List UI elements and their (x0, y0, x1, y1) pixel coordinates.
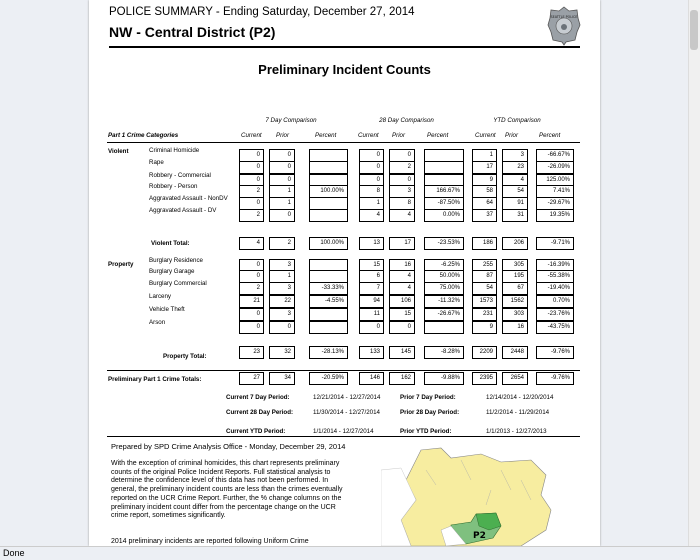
crime-category-label: Vehicle Theft (149, 306, 185, 313)
value-cell: 2 (239, 209, 264, 222)
value-cell: -55.38% (536, 270, 574, 283)
value-cell: 0 (269, 174, 295, 187)
district-map (381, 440, 581, 546)
value-cell: 4 (389, 270, 415, 283)
property-group-label: Property (108, 261, 134, 268)
value-cell: -19.40% (536, 282, 574, 295)
value-cell: 22 (269, 295, 295, 308)
period-value: 12/21/2014 - 12/27/2014 (313, 394, 381, 401)
value-cell: 8 (359, 185, 384, 198)
value-cell: 87 (472, 270, 497, 283)
value-cell: 1 (269, 270, 295, 283)
value-cell: -26.09% (536, 161, 574, 174)
total-cell: -8.28% (424, 346, 464, 359)
value-cell: 3 (502, 149, 528, 162)
value-cell: 0 (359, 149, 384, 162)
value-cell: 3 (269, 282, 295, 295)
value-cell: 15 (389, 308, 415, 321)
value-cell: 4 (359, 209, 384, 222)
value-cell: -23.76% (536, 308, 574, 321)
value-cell: -4.55% (309, 295, 348, 308)
period-prior-label: Prior 7 Day Period: (400, 394, 456, 401)
value-cell: 7 (359, 282, 384, 295)
crime-category-label: Criminal Homicide (149, 147, 200, 154)
period-label: Current 28 Day Period: (226, 409, 294, 416)
column-header: Percent (539, 132, 561, 139)
value-cell: 75.00% (424, 282, 464, 295)
value-cell: 4 (389, 282, 415, 295)
total-cell: 2209 (472, 346, 497, 359)
period-label: Current 7 Day Period: (226, 394, 290, 401)
column-header: Percent (315, 132, 337, 139)
value-cell: 0.70% (536, 295, 574, 308)
total-cell: 206 (502, 237, 528, 250)
value-cell: 0 (359, 174, 384, 187)
total-cell: 2654 (502, 372, 528, 385)
column-header: Current (475, 132, 496, 139)
map-district-label: P2 (473, 531, 486, 541)
prepared-by: Prepared by SPD Crime Analysis Office - Monday, December 29, 2014 (111, 442, 346, 451)
total-cell: 133 (359, 346, 384, 359)
property-total-label: Property Total: (163, 353, 207, 360)
grand-total-label: Preliminary Part 1 Crime Totals: (108, 376, 202, 383)
total-cell: 100.00% (309, 237, 348, 250)
value-cell: 4 (389, 209, 415, 222)
police-badge-icon (547, 6, 581, 46)
value-cell (309, 161, 348, 174)
value-cell: 0 (359, 321, 384, 334)
crime-category-label: Aggravated Assault - DV (149, 207, 217, 214)
vertical-scrollbar[interactable] (688, 0, 700, 546)
column-header: Percent (427, 132, 449, 139)
value-cell: -33.33% (309, 282, 348, 295)
value-cell: 0 (389, 149, 415, 162)
value-cell: 0 (239, 149, 264, 162)
value-cell: 0 (239, 197, 264, 210)
period-prior-value: 12/14/2014 - 12/20/2014 (486, 394, 554, 401)
value-cell: 0 (239, 174, 264, 187)
totals-divider (107, 370, 580, 371)
value-cell: 19.35% (536, 209, 574, 222)
crime-category-label: Rape (149, 159, 164, 166)
value-cell: 125.00% (536, 174, 574, 187)
value-cell: 106 (389, 295, 415, 308)
column-header: Current (358, 132, 379, 139)
value-cell: 166.67% (424, 185, 464, 198)
total-cell: 32 (269, 346, 295, 359)
value-cell: 303 (502, 308, 528, 321)
total-cell: -9.76% (536, 346, 574, 359)
total-cell: 2448 (502, 346, 528, 359)
value-cell: 305 (502, 259, 528, 272)
value-cell (309, 209, 348, 222)
total-cell: 17 (389, 237, 415, 250)
crime-category-label: Burglary Commercial (149, 280, 207, 287)
total-cell: 27 (239, 372, 264, 385)
value-cell: -29.67% (536, 197, 574, 210)
value-cell: 195 (502, 270, 528, 283)
value-cell: 1 (269, 185, 295, 198)
comparison-7day: 7 Day Comparison (265, 117, 317, 124)
value-cell: 50.00% (424, 270, 464, 283)
value-cell: 11 (359, 308, 384, 321)
period-value: 1/1/2014 - 12/27/2014 (313, 428, 374, 435)
value-cell: 0 (269, 209, 295, 222)
value-cell: 100.00% (309, 185, 348, 198)
crime-category-label: Arson (149, 319, 166, 326)
value-cell: 54 (502, 185, 528, 198)
value-cell: 15 (359, 259, 384, 272)
footer-divider (107, 436, 580, 437)
crime-category-label: Robbery - Person (149, 183, 198, 190)
svg-text:SEATTLE POLICE: SEATTLE POLICE (550, 15, 578, 19)
value-cell: -43.75% (536, 321, 574, 334)
value-cell: 9 (472, 321, 497, 334)
value-cell (309, 308, 348, 321)
period-prior-value: 11/2/2014 - 11/29/2014 (486, 409, 550, 416)
value-cell: 8 (389, 197, 415, 210)
status-text: Done (3, 548, 25, 558)
crime-category-label: Larceny (149, 293, 172, 300)
value-cell: 3 (269, 308, 295, 321)
total-cell: -28.13% (309, 346, 348, 359)
crime-category-label: Burglary Garage (149, 268, 195, 275)
district-title: NW - Central District (P2) (109, 24, 276, 40)
period-label: Current YTD Period: (226, 428, 286, 435)
value-cell: 91 (502, 197, 528, 210)
value-cell: 0 (269, 161, 295, 174)
crime-category-label: Robbery - Commercial (149, 172, 211, 179)
total-cell: 2 (269, 237, 295, 250)
value-cell: 0 (239, 321, 264, 334)
value-cell: 0 (239, 270, 264, 283)
total-cell: 13 (359, 237, 384, 250)
total-cell: 186 (472, 237, 497, 250)
value-cell: 1 (269, 197, 295, 210)
column-header: Prior (392, 132, 406, 139)
total-cell: -9.76% (536, 372, 574, 385)
period-prior-value: 1/1/2013 - 12/27/2013 (486, 428, 547, 435)
value-cell: -66.67% (536, 149, 574, 162)
violent-group-label: Violent (108, 148, 129, 155)
summary-title: POLICE SUMMARY - Ending Saturday, December 27, 2014 (109, 6, 415, 18)
value-cell: 0 (239, 161, 264, 174)
value-cell: 0 (269, 149, 295, 162)
value-cell: -11.32% (424, 295, 464, 308)
total-cell: -20.59% (309, 372, 348, 385)
header-divider (107, 142, 580, 143)
status-bar (0, 546, 700, 560)
value-cell: 17 (472, 161, 497, 174)
value-cell: -87.50% (424, 197, 464, 210)
header-rule (109, 46, 580, 48)
total-cell: 2395 (472, 372, 497, 385)
value-cell: 2 (239, 185, 264, 198)
total-cell: -9.71% (536, 237, 574, 250)
value-cell: 0 (359, 161, 384, 174)
value-cell (424, 321, 464, 334)
value-cell: 231 (472, 308, 497, 321)
column-header: Current (241, 132, 262, 139)
value-cell: 1562 (502, 295, 528, 308)
period-prior-label: Prior YTD Period: (400, 428, 452, 435)
period-value: 11/30/2014 - 12/27/2014 (313, 409, 380, 416)
value-cell: 54 (472, 282, 497, 295)
value-cell: 0 (239, 308, 264, 321)
value-cell: 94 (359, 295, 384, 308)
value-cell: 2 (239, 282, 264, 295)
report-page (89, 0, 600, 546)
comparison-ytd: YTD Comparison (493, 117, 541, 124)
value-cell: 7.41% (536, 185, 574, 198)
comparison-28day: 28 Day Comparison (379, 117, 434, 124)
value-cell: 3 (269, 259, 295, 272)
value-cell (424, 161, 464, 174)
disclaimer-paragraph: With the exception of criminal homicides, this chart represents preliminary counts of the original Police Incident Reports. Full statistical analysis to determine the confidence level of this data has not been performed. In general, the preliminary incident counts are less than the crimes eventually reported on the UCR Crime Report. Further, the % change columns on the preliminary incident count differ from the percentage change on the UCR crime report, sometimes significantly. (111, 460, 343, 520)
district-map-svg (381, 440, 581, 546)
value-cell: 16 (389, 259, 415, 272)
value-cell: 0 (389, 321, 415, 334)
violent-total-label: Violent Total: (151, 240, 190, 247)
value-cell: 21 (239, 295, 264, 308)
value-cell: 9 (472, 174, 497, 187)
value-cell: 1 (359, 197, 384, 210)
total-cell: 146 (359, 372, 384, 385)
section-label: Part 1 Crime Categories (108, 132, 179, 139)
value-cell: 16 (502, 321, 528, 334)
total-cell: 4 (239, 237, 264, 250)
column-header: Prior (276, 132, 290, 139)
disclaimer-paragraph-2: 2014 preliminary incidents are reported following Uniform Crime (111, 538, 309, 545)
value-cell: 4 (502, 174, 528, 187)
value-cell: 64 (472, 197, 497, 210)
crime-category-label: Burglary Residence (149, 257, 203, 264)
report-title: Preliminary Incident Counts (258, 62, 431, 77)
total-cell: 162 (389, 372, 415, 385)
value-cell: 67 (502, 282, 528, 295)
total-cell: -9.88% (424, 372, 464, 385)
total-cell: 23 (239, 346, 264, 359)
value-cell: 1573 (472, 295, 497, 308)
value-cell (309, 321, 348, 334)
value-cell: -26.67% (424, 308, 464, 321)
value-cell: 0 (239, 259, 264, 272)
total-cell: -23.53% (424, 237, 464, 250)
value-cell: 0 (389, 174, 415, 187)
period-prior-label: Prior 28 Day Period: (400, 409, 460, 416)
value-cell: 0 (269, 321, 295, 334)
value-cell: 37 (472, 209, 497, 222)
total-cell: 145 (389, 346, 415, 359)
total-cell: 34 (269, 372, 295, 385)
value-cell: -6.25% (424, 259, 464, 272)
value-cell: -16.39% (536, 259, 574, 272)
value-cell: 6 (359, 270, 384, 283)
value-cell: 1 (472, 149, 497, 162)
value-cell: 23 (502, 161, 528, 174)
crime-category-label: Aggravated Assault - NonDV (149, 195, 228, 202)
value-cell: 255 (472, 259, 497, 272)
value-cell: 2 (389, 161, 415, 174)
value-cell: 0.00% (424, 209, 464, 222)
scrollbar-thumb[interactable] (690, 10, 698, 50)
value-cell: 3 (389, 185, 415, 198)
column-header: Prior (505, 132, 519, 139)
value-cell: 31 (502, 209, 528, 222)
value-cell: 58 (472, 185, 497, 198)
